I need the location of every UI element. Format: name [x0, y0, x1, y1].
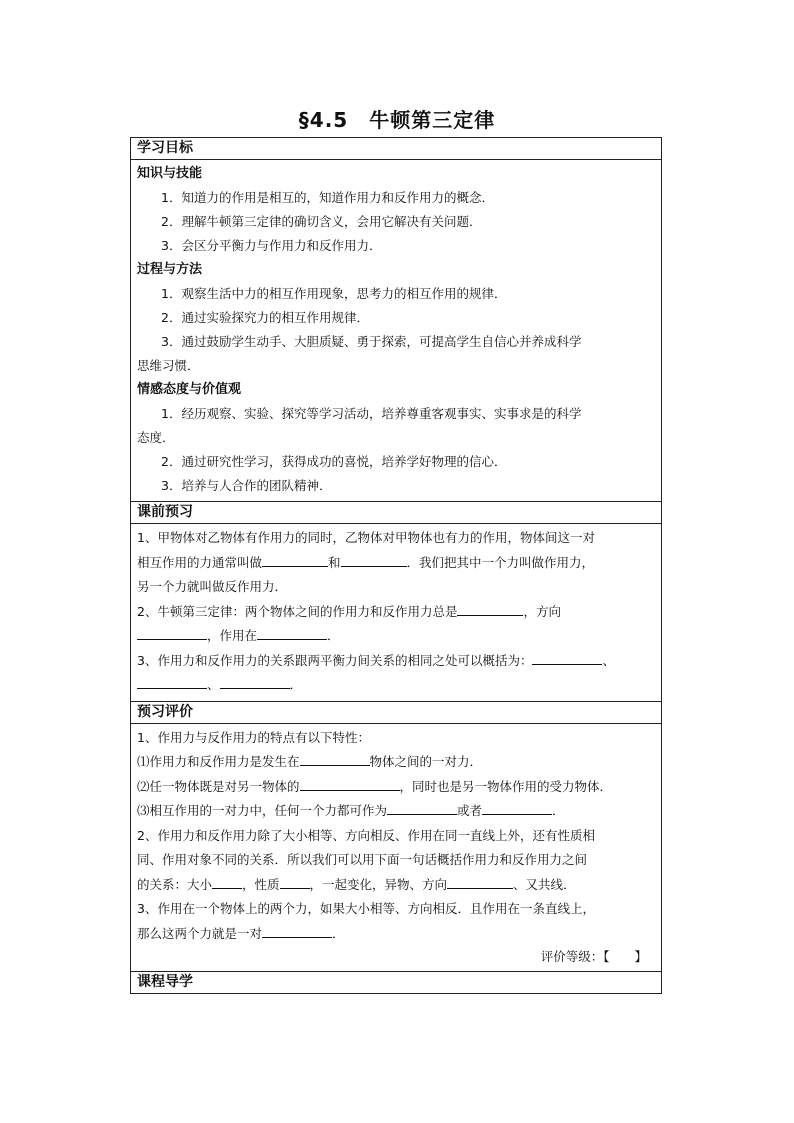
- section-header-goals: 学习目标: [131, 138, 661, 160]
- blank-field[interactable]: [137, 676, 207, 689]
- review-point-3: [137, 799, 655, 824]
- section-header-guide: 课程导学: [137, 974, 193, 990]
- goal-text-continued: 态度．: [137, 430, 175, 445]
- blank-field[interactable]: [212, 876, 242, 889]
- section-header-review: 预习评价: [131, 702, 661, 724]
- blank-field[interactable]: [262, 554, 328, 567]
- question-text: 3、作用力和反作用力的关系跟两平衡力间关系的相同之处可以概括为：: [137, 652, 533, 668]
- question-text: ，方向: [523, 603, 561, 619]
- question-text: 物体之间的一对力．: [369, 754, 483, 769]
- blank-field[interactable]: [457, 603, 523, 616]
- review-point-1: [137, 750, 655, 775]
- question-text: ⑶相互作用的一对力中，任何一个力都可作为: [137, 803, 388, 818]
- question-text: ．: [332, 925, 345, 941]
- question-text: 、又共线．: [513, 876, 576, 892]
- question-text: ．: [552, 803, 565, 818]
- blank-field[interactable]: [387, 802, 457, 815]
- blank-field[interactable]: [447, 876, 513, 889]
- question-text: ，性质: [242, 876, 280, 892]
- evaluation-grade: 评价等级：【 】: [540, 949, 647, 964]
- question-text: ．: [289, 677, 303, 692]
- question-text: ⑴作用力和反作用力是发生在: [137, 754, 300, 769]
- review-question-2: [137, 824, 655, 898]
- blank-field[interactable]: [220, 676, 290, 689]
- goal-item: 3．会区分平衡力与作用力和反作用力．: [161, 238, 382, 253]
- question-text: 、: [207, 677, 220, 692]
- question-text: 或者: [457, 803, 483, 818]
- question-text: ．我们把其中一个力叫做作用力，: [406, 554, 595, 570]
- blank-field[interactable]: [257, 627, 327, 640]
- review-question-3: [137, 897, 655, 946]
- blank-field[interactable]: [262, 925, 332, 938]
- question-text: 1、甲物体对乙物体有作用力的同时，乙物体对甲物体也有力的作用，物体间这一对: [137, 530, 595, 545]
- goal-item: [137, 402, 655, 450]
- goal-item: 2．理解牛顿第三定律的确切含义，会用它解决有关问题．: [161, 214, 482, 229]
- question-text: ，作用在: [207, 628, 258, 643]
- question-text: 相互作用的力通常叫做: [137, 554, 263, 570]
- section-preview: [131, 524, 661, 702]
- goal-item: 1．知道力的作用是相互的，知道作用力和反作用力的概念．: [161, 190, 494, 205]
- goal-item: 3．培养与人合作的团队精神．: [161, 478, 332, 493]
- goal-text-continued: 思维习惯．: [137, 358, 200, 373]
- question-text: 、: [602, 652, 615, 668]
- question-text: 和: [328, 554, 341, 570]
- preview-question-1: [137, 526, 655, 600]
- question-text: ，一起变化，异物、方向: [309, 876, 448, 892]
- goal-text: 1．经历观察、实验、探究等学习活动，培养尊重客观事实、实事求是的科学: [161, 406, 582, 421]
- blank-field[interactable]: [280, 876, 310, 889]
- question-text: ，同时也是另一物体作用的受力物: [399, 778, 588, 794]
- question-text: 3、作用在一个物体上的两个力，如果大小相等、方向相反．且作用在一条直线上，: [137, 901, 595, 916]
- question-text: 另一个力就叫做反作用力．: [137, 579, 288, 594]
- question-text: 那么这两个力就是一对: [137, 925, 263, 941]
- question-text: ．: [327, 628, 340, 643]
- section-goals: [131, 160, 661, 502]
- question-text: 的关系：大小: [137, 876, 213, 892]
- question-text: ⑵任一物体既是对另一物体的: [137, 778, 300, 794]
- question-text: 2、作用力和反作用力除了大小相等、方向相反、作用在同一直线上外，还有性质相: [137, 827, 595, 843]
- question-text: 2、牛顿第三定律：两个物体之间的作用力和反作用力总是: [137, 603, 458, 619]
- goal-item: 2．通过实验探究力的相互作用规律．: [161, 310, 369, 325]
- blank-field[interactable]: [300, 753, 370, 766]
- review-question-1: 1、作用力与反作用力的特点有以下特性：: [137, 729, 370, 745]
- question-text: 体．: [587, 778, 613, 794]
- blank-field[interactable]: [532, 652, 602, 665]
- section-header-preview: 课前预习: [131, 502, 661, 524]
- worksheet-table: [130, 137, 662, 994]
- goal-text: 3．通过鼓励学生动手、大胆质疑、勇于探索，可提高学生自信心并养成科学: [161, 334, 582, 349]
- review-point-2: [137, 775, 655, 800]
- page-title: §4.5 牛顿第三定律: [298, 108, 496, 132]
- goal-item: [137, 330, 655, 378]
- preview-question-2: [137, 600, 655, 649]
- blank-field[interactable]: [137, 627, 207, 640]
- blank-field[interactable]: [341, 554, 407, 567]
- goal-item: 1．观察生活中力的相互作用现象，思考力的相互作用的规律．: [161, 286, 507, 301]
- subheading-knowledge: 知识与技能: [137, 166, 203, 181]
- section-review: [131, 724, 661, 973]
- goal-item: 2．通过研究性学习，获得成功的喜悦，培养学好物理的信心．: [161, 454, 507, 469]
- preview-question-3: [137, 649, 655, 698]
- blank-field[interactable]: [300, 778, 400, 791]
- subheading-process: 过程与方法: [137, 262, 203, 277]
- subheading-attitude: 情感态度与价值观: [137, 382, 242, 397]
- blank-field[interactable]: [482, 802, 552, 815]
- question-text: 同、作用对象不同的关系．所以我们可以用下面一句话概括作用力和反作用力之间: [137, 852, 588, 867]
